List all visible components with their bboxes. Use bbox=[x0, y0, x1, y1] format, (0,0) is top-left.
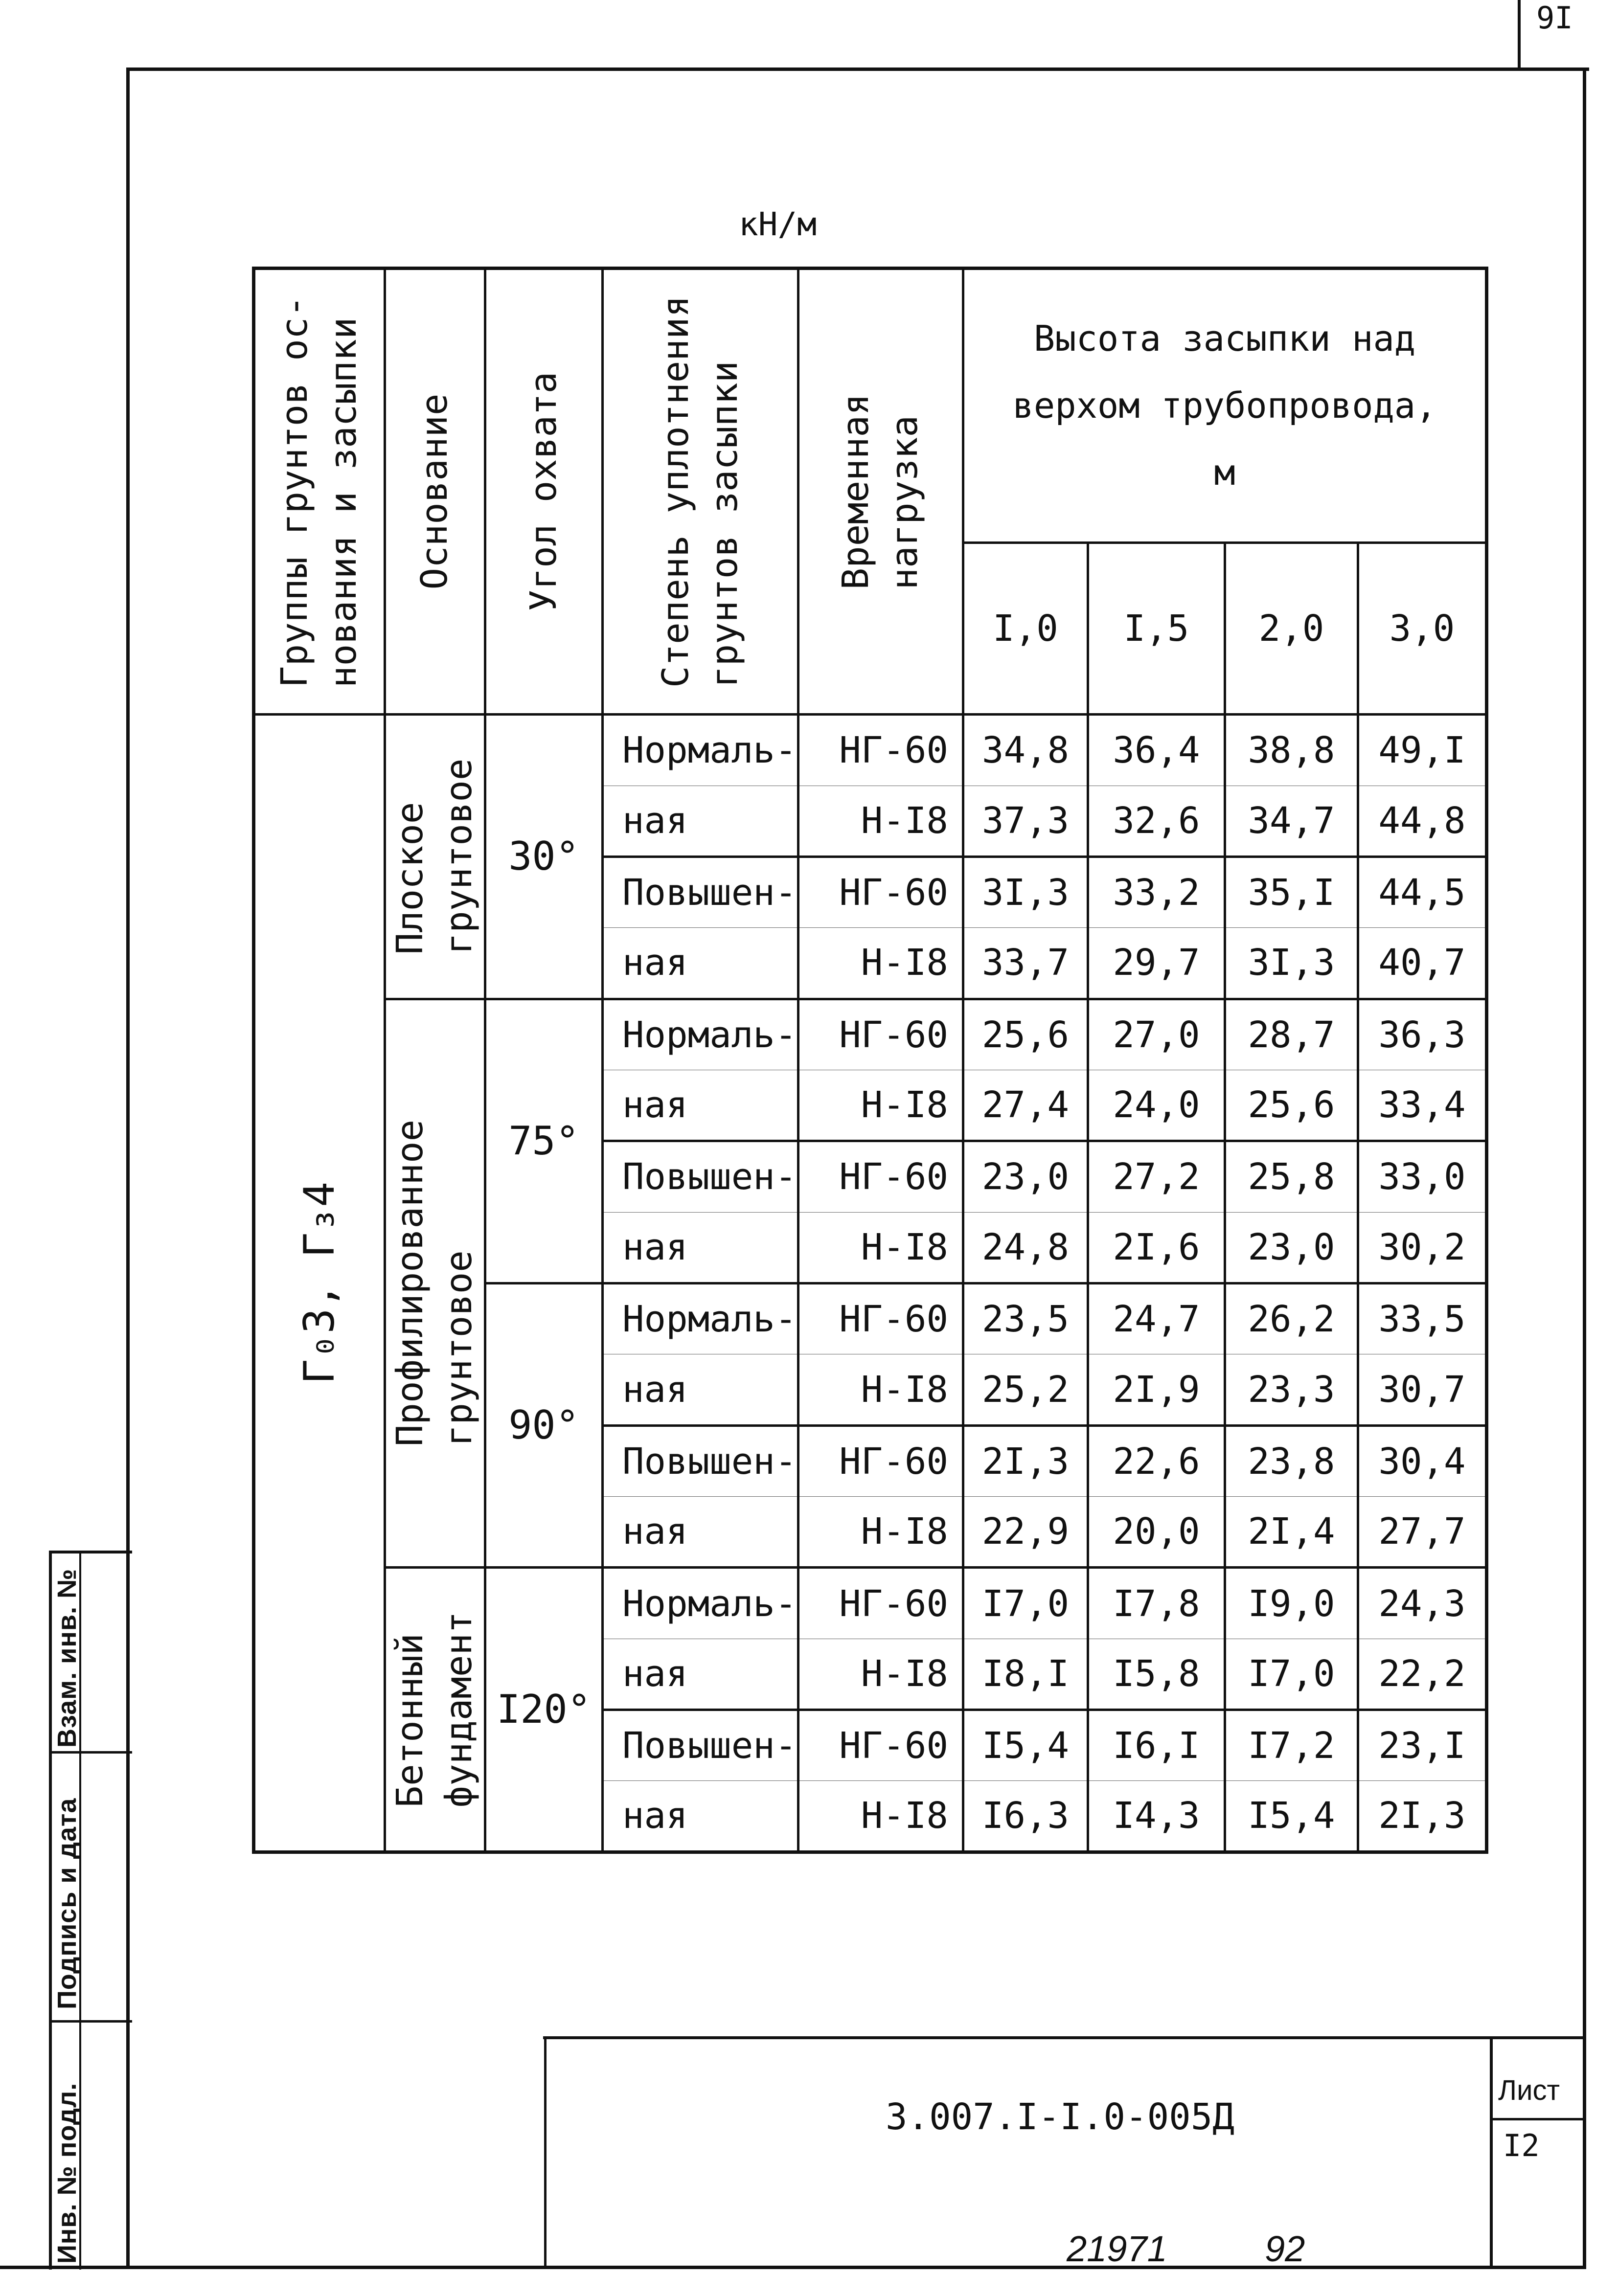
value-cell: 44,8 bbox=[1358, 786, 1487, 856]
compaction-cell: ная bbox=[603, 1070, 798, 1141]
value-cell: I6,3 bbox=[963, 1781, 1088, 1852]
compaction-cell: Повышен- bbox=[603, 1425, 798, 1496]
value-cell: 25,6 bbox=[963, 999, 1088, 1070]
value-cell: 33,2 bbox=[1088, 856, 1225, 927]
signature-date-field bbox=[52, 1755, 82, 2019]
document-code: 3.007.I-I.0-005Д bbox=[886, 2096, 1234, 2138]
value-cell: 25,6 bbox=[1225, 1070, 1358, 1141]
load-cell: НГ-60 bbox=[798, 1425, 963, 1496]
header-height: Высота засыпки над верхом трубопровода, м bbox=[963, 269, 1487, 543]
value-cell: 29,7 bbox=[1088, 928, 1225, 999]
value-cell: I9,0 bbox=[1225, 1568, 1358, 1639]
sheet-label: Лист bbox=[1498, 2074, 1560, 2106]
compaction-cell: Нормаль- bbox=[603, 715, 798, 786]
side-stamp bbox=[49, 1551, 110, 2270]
value-cell: 24,7 bbox=[1088, 1283, 1225, 1354]
value-cell: 24,8 bbox=[963, 1212, 1088, 1283]
load-cell: Н-I8 bbox=[798, 1212, 963, 1283]
value-cell: 35,I bbox=[1225, 856, 1358, 927]
value-cell: 23,I bbox=[1358, 1710, 1487, 1781]
compaction-cell: Нормаль- bbox=[603, 1568, 798, 1639]
header-load: Временная нагрузка bbox=[798, 269, 963, 715]
unit-label: кН/м bbox=[739, 205, 817, 243]
value-cell: 33,5 bbox=[1358, 1283, 1487, 1354]
compaction-cell: Нормаль- bbox=[603, 999, 798, 1070]
side-stamp-top-line bbox=[49, 1551, 132, 1553]
load-cell: НГ-60 bbox=[798, 715, 963, 786]
value-cell: I5,4 bbox=[963, 1710, 1088, 1781]
value-cell: 34,8 bbox=[963, 715, 1088, 786]
value-cell: 22,6 bbox=[1088, 1425, 1225, 1496]
archive-number: 21971 bbox=[1067, 2228, 1167, 2269]
header-height-3: 2,0 bbox=[1225, 543, 1358, 715]
value-cell: I7,8 bbox=[1088, 1568, 1225, 1639]
frame-right-line bbox=[1583, 68, 1586, 2269]
value-cell: 25,2 bbox=[963, 1354, 1088, 1425]
base-cell-flat: Плоское грунтовое bbox=[385, 715, 485, 999]
header-height-4: 3,0 bbox=[1358, 543, 1487, 715]
compaction-cell: Повышен- bbox=[603, 1710, 798, 1781]
compaction-cell: ная bbox=[603, 786, 798, 856]
compaction-cell: ная bbox=[603, 928, 798, 999]
value-cell: 2I,9 bbox=[1088, 1354, 1225, 1425]
value-cell: 37,3 bbox=[963, 786, 1088, 856]
value-cell: 34,7 bbox=[1225, 786, 1358, 856]
value-cell: 2I,4 bbox=[1225, 1497, 1358, 1568]
sheet-number: I2 bbox=[1503, 2128, 1540, 2163]
value-cell: I5,4 bbox=[1225, 1781, 1358, 1852]
value-cell: 33,7 bbox=[963, 928, 1088, 999]
value-cell: 36,3 bbox=[1358, 999, 1487, 1070]
load-cell: Н-I8 bbox=[798, 1497, 963, 1568]
value-cell: 30,4 bbox=[1358, 1425, 1487, 1496]
value-cell: 2I,3 bbox=[1358, 1781, 1487, 1852]
base-cell-concrete: Бетонный фундамент bbox=[385, 1568, 485, 1852]
value-cell: 3I,3 bbox=[963, 856, 1088, 927]
value-cell: 49,I bbox=[1358, 715, 1487, 786]
value-cell: 38,8 bbox=[1225, 715, 1358, 786]
load-cell: Н-I8 bbox=[798, 1354, 963, 1425]
compaction-cell: ная bbox=[603, 1639, 798, 1710]
load-cell: НГ-60 bbox=[798, 1141, 963, 1212]
load-cell: Н-I8 bbox=[798, 1781, 963, 1852]
value-cell: 3I,3 bbox=[1225, 928, 1358, 999]
value-cell: 22,9 bbox=[963, 1497, 1088, 1568]
value-cell: 23,8 bbox=[1225, 1425, 1358, 1496]
title-block-sheet-hline bbox=[1490, 2118, 1585, 2120]
compaction-cell: ная bbox=[603, 1781, 798, 1852]
side-stamp-divider-1 bbox=[49, 1751, 132, 1754]
header-soil-groups: Группы грунтов ос- нования и засыпки bbox=[254, 269, 385, 715]
frame-left-line bbox=[126, 68, 130, 2269]
value-cell: 24,3 bbox=[1358, 1568, 1487, 1639]
value-cell: 33,4 bbox=[1358, 1070, 1487, 1141]
header-compaction: Степень уплотнения грунтов засыпки bbox=[603, 269, 798, 715]
load-cell: Н-I8 bbox=[798, 1070, 963, 1141]
value-cell: 44,5 bbox=[1358, 856, 1487, 927]
header-height-1: I,0 bbox=[963, 543, 1088, 715]
value-cell: I7,0 bbox=[963, 1568, 1088, 1639]
archive-page: 92 bbox=[1265, 2228, 1305, 2269]
load-cell: НГ-60 bbox=[798, 1283, 963, 1354]
value-cell: I8,I bbox=[963, 1639, 1088, 1710]
title-block-left-line bbox=[544, 2037, 547, 2267]
page-number: 9I bbox=[1536, 0, 1573, 36]
compaction-cell: Нормаль- bbox=[603, 1283, 798, 1354]
load-cell: НГ-60 bbox=[798, 999, 963, 1070]
compaction-cell: ная bbox=[603, 1212, 798, 1283]
header-angle: Угол охвата bbox=[485, 269, 603, 715]
load-cell: НГ-60 bbox=[798, 1568, 963, 1639]
replaced-inv-field bbox=[52, 1554, 82, 1750]
header-base: Основание bbox=[385, 269, 485, 715]
page-number-box-left bbox=[1518, 0, 1521, 68]
side-stamp-divider-2 bbox=[49, 2020, 132, 2023]
value-cell: 36,4 bbox=[1088, 715, 1225, 786]
value-cell: 2I,3 bbox=[963, 1425, 1088, 1496]
load-cell: Н-I8 bbox=[798, 786, 963, 856]
load-cell: Н-I8 bbox=[798, 1639, 963, 1710]
title-block-sheet-divider bbox=[1490, 2036, 1493, 2267]
value-cell: 23,5 bbox=[963, 1283, 1088, 1354]
title-block-top-line bbox=[543, 2036, 1585, 2039]
value-cell: I5,8 bbox=[1088, 1639, 1225, 1710]
value-cell: 30,7 bbox=[1358, 1354, 1487, 1425]
inv-original-label: Инв. № подл. bbox=[52, 2082, 82, 2264]
compaction-cell: ная bbox=[603, 1497, 798, 1568]
value-cell: I6,I bbox=[1088, 1710, 1225, 1781]
value-cell: 28,7 bbox=[1225, 999, 1358, 1070]
value-cell: 27,0 bbox=[1088, 999, 1225, 1070]
value-cell: 26,2 bbox=[1225, 1283, 1358, 1354]
value-cell: 24,0 bbox=[1088, 1070, 1225, 1141]
frame-bottom-line bbox=[0, 2266, 1586, 2269]
value-cell: I7,0 bbox=[1225, 1639, 1358, 1710]
angle-cell: 30° bbox=[485, 715, 603, 999]
value-cell: 23,3 bbox=[1225, 1354, 1358, 1425]
angle-cell: 90° bbox=[485, 1283, 603, 1567]
replaced-inv-label: Взам. инв. № bbox=[52, 1568, 82, 1748]
value-cell: I4,3 bbox=[1088, 1781, 1225, 1852]
soil-group-cell: Г₀3, Г₃4 bbox=[254, 715, 385, 1852]
base-cell-profiled: Профилированное грунтовое bbox=[385, 999, 485, 1568]
value-cell: 20,0 bbox=[1088, 1497, 1225, 1568]
inv-original-field bbox=[52, 2024, 82, 2266]
value-cell: 27,4 bbox=[963, 1070, 1088, 1141]
load-cell: НГ-60 bbox=[798, 856, 963, 927]
compaction-cell: Повышен- bbox=[603, 1141, 798, 1212]
value-cell: 27,7 bbox=[1358, 1497, 1487, 1568]
load-cell: Н-I8 bbox=[798, 928, 963, 999]
load-table bbox=[252, 267, 1488, 1854]
value-cell: 25,8 bbox=[1225, 1141, 1358, 1212]
value-cell: 23,0 bbox=[963, 1141, 1088, 1212]
value-cell: 30,2 bbox=[1358, 1212, 1487, 1283]
signature-date-label: Подпись и дата bbox=[52, 1798, 82, 2009]
value-cell: 22,2 bbox=[1358, 1639, 1487, 1710]
frame-top-line bbox=[126, 68, 1589, 71]
compaction-cell: ная bbox=[603, 1354, 798, 1425]
compaction-cell: Повышен- bbox=[603, 856, 798, 927]
header-height-2: I,5 bbox=[1088, 543, 1225, 715]
value-cell: 2I,6 bbox=[1088, 1212, 1225, 1283]
angle-cell: 75° bbox=[485, 999, 603, 1283]
value-cell: 33,0 bbox=[1358, 1141, 1487, 1212]
value-cell: 32,6 bbox=[1088, 786, 1225, 856]
value-cell: 23,0 bbox=[1225, 1212, 1358, 1283]
value-cell: 40,7 bbox=[1358, 928, 1487, 999]
value-cell: 27,2 bbox=[1088, 1141, 1225, 1212]
angle-cell: I20° bbox=[485, 1568, 603, 1852]
value-cell: I7,2 bbox=[1225, 1710, 1358, 1781]
load-cell: НГ-60 bbox=[798, 1710, 963, 1781]
